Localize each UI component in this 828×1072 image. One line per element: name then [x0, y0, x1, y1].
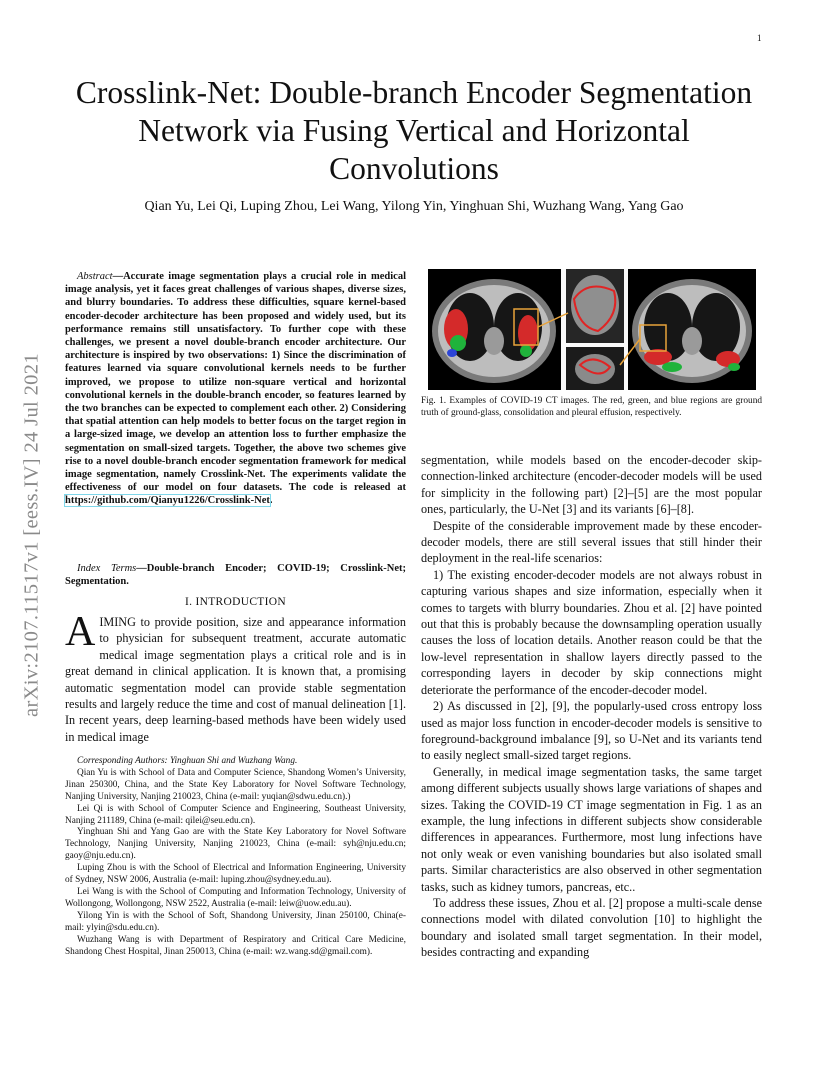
page-number: 1: [757, 33, 762, 43]
body-paragraph: 1) The existing encoder-decoder models are not always robust in capturing various shapes and size information, especially when it comes to targets with blurry boundaries. Zhou et al. [2] have pointed out that this is probably because the downsampling operation usually causes the loss of location details. Another reason could be that the low-level representation in shallow layers directly passed to the corresponding layers in decoder by skip connections might deteriorate the performance of the encoder-decoder model.: [421, 567, 762, 697]
abstract-label: Abstract: [77, 271, 113, 282]
code-link[interactable]: https://github.com/Qianyu1226/Crosslink-Net: [65, 495, 270, 507]
body-text: [421, 452, 762, 961]
footnote: Yilong Yin is with the School of Soft, Shandong University, Jinan 250100, China(e-mail: ylyin@sdu.edu.cn).: [65, 910, 406, 933]
footnotes: [65, 756, 406, 958]
body-paragraph: 2) As discussed in [2], [9], the popularly-used cross entropy loss used as major loss function in encoder-decoder models is sensitive to foreground-background imbalance [9], so U-Net and its variants tend to easily neglect small-sized target regions.: [421, 699, 762, 763]
footnote: Lei Qi is with School of Computer Science and Engineering, Southeast University, Nanjing 211189, China (e-mail: qilei@seu.edu.cn).: [65, 803, 406, 826]
body-paragraph: segmentation, while models based on the encoder-decoder skip-connection-linked architecture (encoder-decoder models will be used for simplicity in the following part) [2]–[5] are the most popular ones, particularly, the U-Net [3] and its variants [6]–[8].: [421, 453, 762, 517]
abstract-text: —Accurate image segmentation plays a crucial role in medical image analysis, yet it faces great challenges of various shapes, diverse sizes, and blurry boundaries. To address these difficulties, square kernel-based encoder-decoder architecture has been proposed and widely used, but its performance remains still unsatisfactory. To further cope with these challenges, we present a novel double-branch encoder architecture. Our architecture is inspired by two observations: 1) Since the discrimination of features learned via square convolutional kernels needs to be further improved, we propose to utilize non-square vertical and horizontal convolutional kernels in the double-branch encoder, so features learned by the two branches can be expected to complement each other. 2) Considering that spatial attention can help models to better focus on the target region in a large-sized image, we develop an attention loss to further emphasize the segmentation on small-sized targets. Together, the above two schemes give rise to a novel double-branch encoder segmentation framework for medical image segmentation, namely Crosslink-Net. The experiments validate the effectiveness of our model on four datasets. The code is released at: [65, 271, 406, 494]
abstract: Abstract—Accurate image segmentation plays a crucial role in medical image analysis, yet it faces great challenges of various shapes, diverse sizes, and blurry boundaries. To address these difficulties, square kernel-based encoder-decoder architecture has been proposed and widely used, but its performance remains still unsatisfactory. To further cope with these challenges, we present a novel double-branch encoder architecture. Our architecture is inspired by two observations: 1) Since the discrimination of features learned via square convolutional kernels needs to be further improved, we propose to utilize non-square vertical and horizontal convolutional kernels in the double-branch encoder, so features learned by the two branches can be expected to complement each other. 2) Considering that spatial attention can help models to better focus on the target region in a large-sized image, we develop an attention loss to further emphasize the segmentation on small-sized targets. Together, the above two schemes give rise to a novel double-branch encoder segmentation framework for medical image segmentation, namely Crosslink-Net. The experiments validate the effectiveness of our model on four datasets. The code is released at https://github.com/Qianyu1226/Crosslink-Net.: [65, 271, 406, 507]
author-list: Qian Yu, Lei Qi, Luping Zhou, Lei Wang, Yilong Yin, Yinghuan Shi, Wuzhang Wang, Yang Gao: [144, 199, 684, 214]
body-paragraph: To address these issues, Zhou et al. [2] propose a multi-scale dense connections model with dilated convolution [10] to highlight the boundary and isolated small target segmentation. In their model, besides contracting and expanding: [421, 895, 762, 960]
arxiv-stamp-text: arXiv:2107.11517v1 [eess.IV] 24 Jul 2021: [20, 353, 43, 717]
introduction-paragraph: [65, 609, 406, 745]
arxiv-stamp: [14, 297, 50, 773]
paper-title: Crosslink-Net: Double-branch Encoder Segmentation Network via Fusing Vertical and Horizontal Convolutions: [75, 75, 753, 186]
figure-caption: Fig. 1. Examples of COVID-19 CT images. The red, green, and blue regions are ground truth of ground-glass, consolidation and pleural effusion, respectively.: [421, 396, 762, 418]
introduction-text: IMING to provide position, size and appearance information to physician for subsequent treatment, accurate automatic medical image segmentation plays a critical role and is in great demand in clinical application. It is known that, a promising automatic segmentation model can provide stable segmentation results and largely reduce the time and cost of manual delineation [1]. In recent years, deep learning-based methods have been widely used in medical image: [65, 615, 406, 744]
footnote: Qian Yu is with School of Data and Computer Science, Shandong Women’s University, Jinan 250300, China, and the State Key Laboratory for Novel Software Technology, Nanjing University, Nanjing 210023, China (e-mail: yuqian@sdwu.edu.cn).): [65, 767, 406, 802]
ct-scan-illustration: [428, 269, 756, 390]
body-paragraph: Generally, in medical image segmentation tasks, the same target among different subjects usually shows large variations of shapes and sizes. Taking the COVID-19 CT image segmentation in Fig. 1 as an example, the lung infections in different subjects show considerable differences in appearances. Furthermore, most lung infections have not only weak or even vanishing boundaries but also isolated small parts. Similar characteristics are also observed in other segmentation tasks, such as kidney tumors, pancreas, etc..: [421, 764, 762, 894]
index-terms-text: —Double-branch Encoder; COVID-19; Crosslink-Net; Segmentation.: [65, 563, 407, 588]
footnote: Corresponding Authors: Yinghuan Shi and Wuzhang Wang.: [77, 756, 298, 766]
index-terms: [65, 562, 406, 588]
footnote: Lei Wang is with the School of Computing and Information Technology, University of Wollongong, Wollongong, NSW 2522, Australia (e-mail: leiw@uow.edu.au).: [65, 886, 406, 909]
footnote: Wuzhang Wang is with Department of Respiratory and Critical Care Medicine, Shandong Chest Hospital, Jinan 250013, China (e-mail: wz.wang.sd@gmail.com).: [65, 934, 406, 957]
index-terms-label: Index Terms: [77, 563, 137, 574]
ct-image-figure: [428, 269, 756, 390]
footnote: Yinghuan Shi and Yang Gao are with the State Key Laboratory for Novel Software Technology, Nanjing University, Nanjing 210023, China (e-mail: syh@nju.edu.cn; gaoy@nju.edu.cn).: [65, 827, 406, 862]
section-heading: I. INTRODUCTION: [185, 596, 286, 608]
drop-cap: A: [65, 609, 96, 655]
footnote: Luping Zhou is with the School of Electrical and Information Engineering, University of Sydney, NSW 2006, Australia (e-mail: luping.zhou@sydney.edu.au).: [65, 863, 406, 886]
body-paragraph: Despite of the considerable improvement made by these encoder-decoder models, there are still several issues that still hinder their deployment in the real-life scenarios:: [421, 518, 762, 566]
